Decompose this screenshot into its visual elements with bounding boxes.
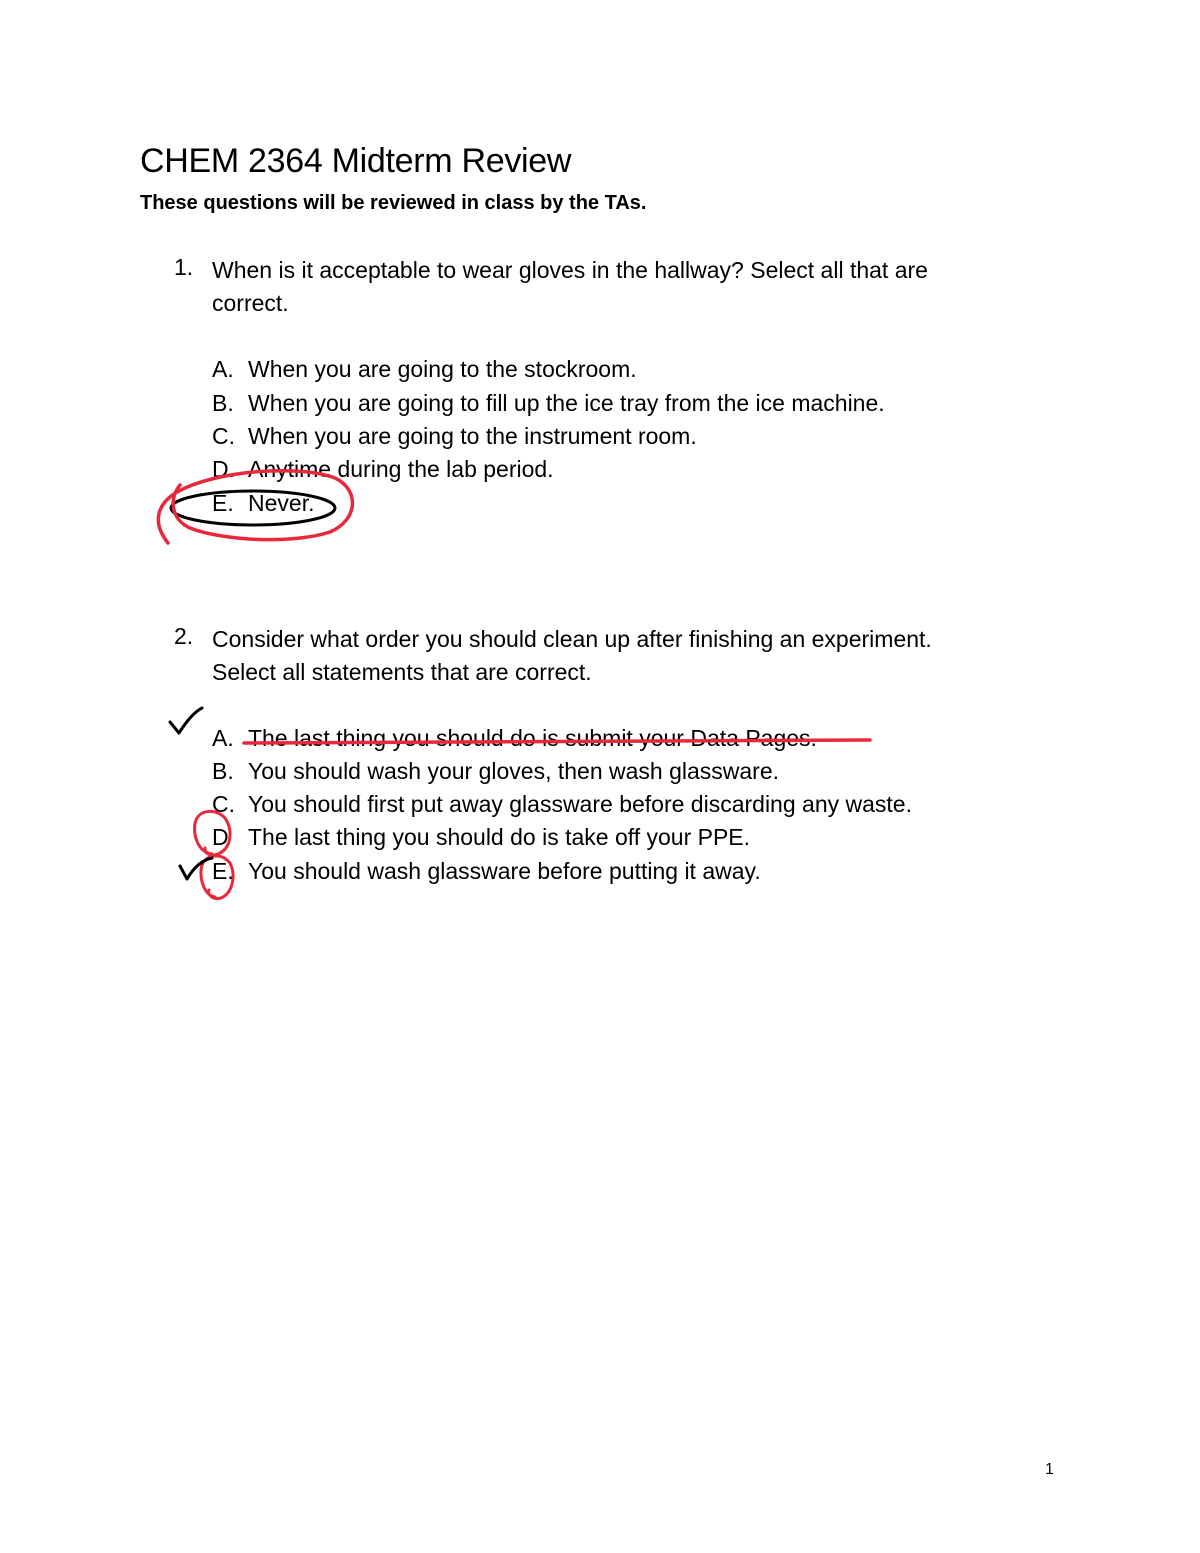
page-title: CHEM 2364 Midterm Review [140, 142, 572, 180]
check-icon [170, 708, 202, 733]
option-letter: D [212, 824, 229, 850]
question-text [212, 623, 1032, 689]
question-number: 2. [174, 623, 194, 649]
page-subtitle: These questions will be reviewed in class by the TAs. [140, 192, 647, 214]
option-text: Never. [248, 490, 315, 516]
option-letter: E. [212, 858, 234, 884]
option-text: You should wash glassware before putting it away. [248, 858, 761, 884]
page-number: 1 [1045, 1461, 1054, 1478]
check-icon [180, 858, 212, 879]
option-letter: A. [212, 356, 234, 382]
question-text-line: When is it acceptable to wear gloves in the hallway? Select all that are [212, 257, 928, 283]
option-text: Anytime during the lab period. [248, 456, 554, 482]
question-text [212, 254, 1032, 320]
option-letter: D. [212, 456, 235, 482]
option-letter: C. [212, 791, 235, 817]
question-text-line: Consider what order you should clean up after finishing an experiment. [212, 626, 932, 652]
option-letter: B. [212, 390, 234, 416]
option-letter: A. [212, 725, 234, 751]
question-text-line: correct. [212, 290, 289, 316]
option-text: When you are going to the instrument room. [248, 423, 697, 449]
option-letter: B. [212, 758, 234, 784]
option-text: The last thing you should do is take off your PPE. [248, 824, 751, 850]
question-number: 1. [174, 254, 194, 280]
option-text: When you are going to the stockroom. [248, 356, 637, 382]
option-text: The last thing you should do is submit your Data Pages. [248, 725, 817, 751]
option-letter: C. [212, 423, 235, 449]
option-text: You should first put away glassware before discarding any waste. [248, 791, 912, 817]
option-letter: E. [212, 490, 234, 516]
option-text: You should wash your gloves, then wash glassware. [248, 758, 780, 784]
option-text: When you are going to fill up the ice tray from the ice machine. [248, 390, 885, 416]
question-text-line: Select all statements that are correct. [212, 659, 592, 685]
